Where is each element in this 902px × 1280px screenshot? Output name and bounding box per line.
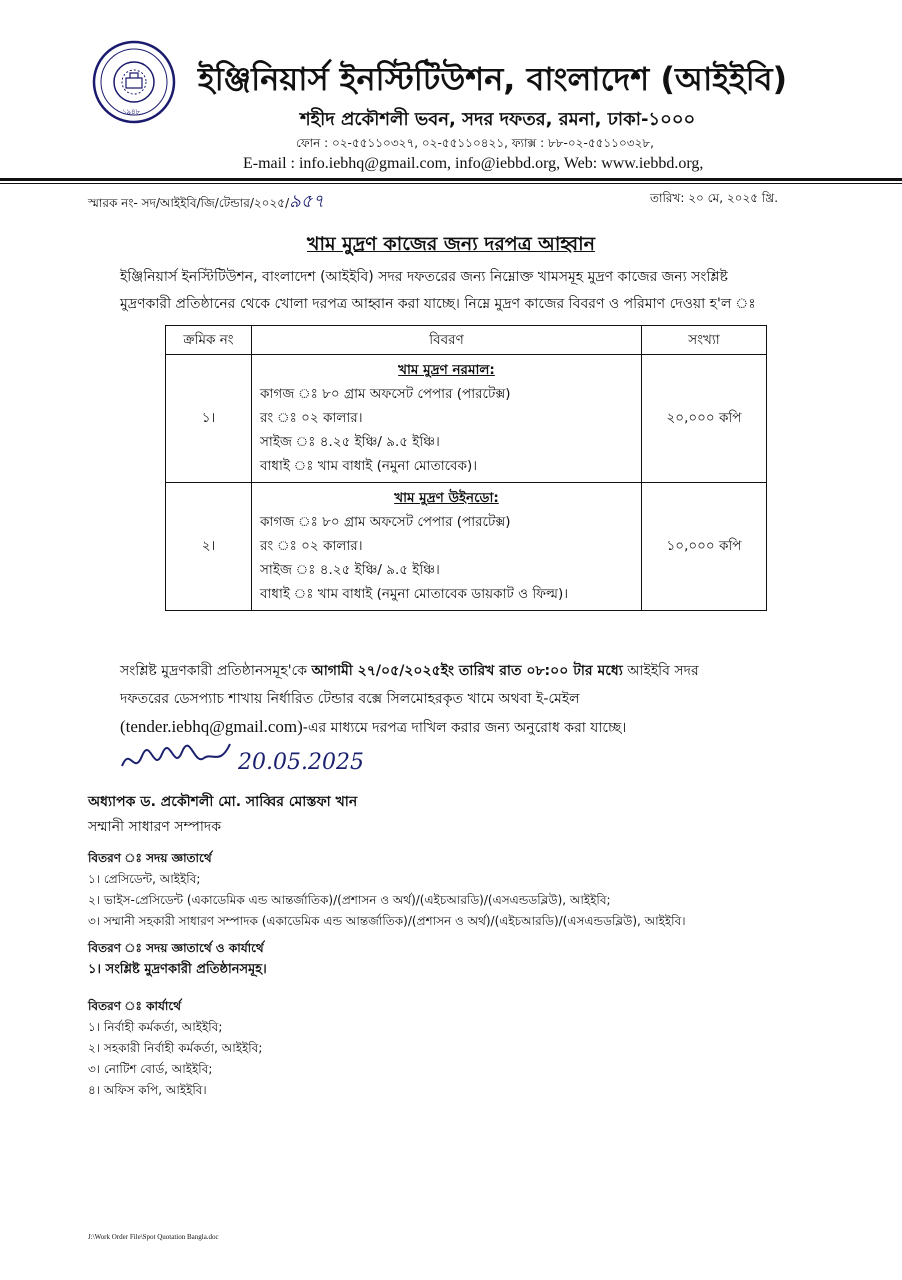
org-phone-fax: ফোন : ০২-৫৫১১০৩২৭, ০২-৫৫১১০৪২১, ফ্যাক্স : ৮৮-০২-৫৫১১০৩২৮, [296, 136, 654, 150]
org-name: ইঞ্জিনিয়ার্স ইনস্টিটিউশন, বাংলাদেশ (আইইবি) [198, 60, 788, 98]
item-paper: কাগজ ঃ ৮০ গ্রাম অফসেট পেপার (পারটেক্স) [260, 386, 511, 402]
org-email-web: E-mail : info.iebhq@gmail.com, info@iebbd.org, Web: www.iebbd.org, [243, 155, 704, 172]
signer-name: অধ্যাপক ড. প্রকৌশলী মো. সাব্বির মোস্তফা খান [88, 794, 358, 810]
list-item: ১। সংশ্লিষ্ট মুদ্রণকারী প্রতিষ্ঠানসমূহ। [88, 962, 267, 977]
header-quantity: সংখ্যা [642, 326, 767, 355]
subject-text: খাম মুদ্রণ কাজের জন্য দরপত্র আহ্বান [306, 233, 596, 255]
memo-date: তারিখ: ২০ মে, ২০২৫ খ্রি. [650, 191, 779, 205]
list-item: ১। প্রেসিডেন্ট, আইইবি; [88, 872, 201, 886]
header-serial: ক্রমিক নং [166, 326, 252, 355]
header-divider [0, 178, 902, 181]
distribution-heading: বিতরণ ঃ সদয় জ্ঞাতার্থে ও কার্যার্থে [88, 941, 264, 955]
table-row [166, 483, 767, 611]
distribution-info [88, 848, 686, 932]
logo-year: ১৯৪৮ [122, 108, 141, 116]
list-item: ১। নির্বাহী কর্মকর্তা, আইইবি; [88, 1020, 223, 1034]
distribution-action [88, 996, 262, 1101]
intro-line-2: মুদ্রণকারী প্রতিষ্ঠানের থেকে খোলা দরপত্র আহ্বান করা যাচ্ছে। নিম্নে মুদ্রণ কাজের বিবরণ ও পরিমাণ দেওয়া হ'ল ঃ [120, 296, 756, 312]
signature-date: 20.05.2025 [238, 750, 364, 775]
memo-handwritten-number: ৯৫৭ [289, 191, 325, 212]
row-serial: ১। [166, 355, 252, 483]
closing-line-2: দফতরের ডেসপ্যাচ শাখায় নির্ধারিত টেন্ডার বক্সে সিলমোহরকৃত খামে অথবা ই-মেইল [120, 691, 580, 707]
item-binding: বাধাই ঃ খাম বাধাই (নমুনা মোতাবেক)। [260, 458, 478, 474]
memo-prefix: স্মারক নং- সদ/আইইবি/জি/টেন্ডার/২০২৫/ [88, 196, 290, 210]
table-row [166, 355, 767, 483]
tender-email: (tender.iebhq@gmail.com) [120, 717, 303, 736]
row-quantity: ১০,০০০ কপি [642, 483, 767, 611]
list-item: ২। ভাইস-প্রেসিডেন্ট (একাডেমিক এন্ড আন্তর্জাতিক)/(প্রশাসন ও অর্থ)/(এইচআরডি)/(এসএন্ডডব্লিউ), আইইবি; [88, 893, 611, 907]
intro-line-1: ইঞ্জিনিয়ার্স ইনস্টিটিউশন, বাংলাদেশ (আইইবি) সদর দফতরের জন্য নিম্নোক্ত খামসমূহ মুদ্রণ কাজের জন্য সংশ্লিষ্ট [120, 269, 728, 285]
item-title: খাম মুদ্রণ নরমাল: [398, 362, 495, 378]
header-description: বিবরণ [252, 326, 642, 355]
intro-paragraph [120, 264, 825, 318]
row-quantity: ২০,০০০ কপি [642, 355, 767, 483]
row-description [252, 355, 642, 483]
closing-line-1 [120, 657, 825, 685]
memo-number [88, 187, 324, 218]
item-color: রং ঃ ০২ কালার। [260, 538, 363, 554]
item-size: সাইজ ঃ ৪.২৫ ইঞ্চি/ ৯.৫ ইঞ্চি। [260, 562, 440, 578]
closing-part-1: সংশ্লিষ্ট মুদ্রণকারী প্রতিষ্ঠানসমূহ'কে [120, 663, 312, 679]
item-color: রং ঃ ০২ কালার। [260, 410, 363, 426]
print-spec-table [165, 325, 767, 611]
list-item: ৩। সম্মানী সহকারী সাধারণ সম্পাদক (একাডেমিক এন্ড আন্তর্জাতিক)/(প্রশাসন ও অর্থ)/(এইচআরডি)/(এসএন্ডডব্লিউ), আইইবি। [88, 914, 686, 928]
item-paper: কাগজ ঃ ৮০ গ্রাম অফসেট পেপার (পারটেক্স) [260, 514, 511, 530]
ieb-seal-logo-icon [92, 40, 176, 124]
list-item: ৪। অফিস কপি, আইইবি। [88, 1083, 207, 1097]
distribution-heading: বিতরণ ঃ সদয় জ্ঞাতার্থে [88, 851, 212, 865]
row-serial: ২। [166, 483, 252, 611]
distribution-heading: বিতরণ ঃ কার্যার্থে [88, 999, 181, 1013]
item-size: সাইজ ঃ ৪.২৫ ইঞ্চি/ ৯.৫ ইঞ্চি। [260, 434, 440, 450]
subject-heading [0, 230, 902, 262]
signature-scribble [120, 736, 380, 796]
distribution-info-action [88, 938, 267, 980]
item-binding: বাধাই ঃ খাম বাধাই (নমুনা মোতাবেক ডায়কাট ও ফিল্ম)। [260, 586, 569, 602]
table-header-row [166, 326, 767, 355]
closing-paragraph [120, 657, 825, 742]
deadline-text: আগামী ২৭/০৫/২০২৫ইং তারিখ রাত ০৮:০০ টার মধ্যে [311, 663, 623, 679]
list-item: ৩। নোটিশ বোর্ড, আইইবি; [88, 1062, 213, 1076]
closing-line-3-rest: -এর মাধ্যমে দরপত্র দাখিল করার জন্য অনুরোধ করা যাচ্ছে। [302, 720, 627, 736]
signer-title: সম্মানী সাধারণ সম্পাদক [88, 819, 222, 835]
item-title: খাম মুদ্রণ উইনডো: [394, 490, 499, 506]
row-description [252, 483, 642, 611]
closing-part-2: আইইবি সদর [622, 663, 699, 679]
header-divider-thin [0, 183, 902, 184]
footer-file-path: J:\Work Order File\Spot Quotation Bangla.doc [88, 1233, 219, 1241]
org-address: শহীদ প্রকৌশলী ভবন, সদর দফতর, রমনা, ঢাকা-১০০০ [300, 109, 696, 130]
list-item: ২। সহকারী নির্বাহী কর্মকর্তা, আইইবি; [88, 1041, 263, 1055]
